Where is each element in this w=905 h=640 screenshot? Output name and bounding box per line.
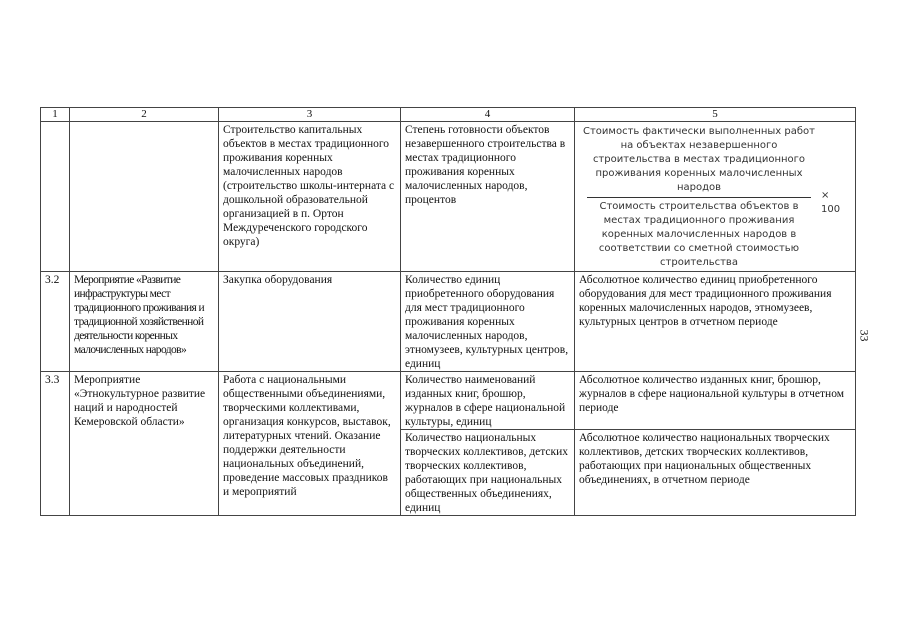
indicator-cell: Степень готовности объектов незавершенного строительства в местах традиционного проживания коренных малочисленных народов, процентов — [401, 122, 575, 272]
row-number: 3.2 — [41, 272, 70, 372]
formula-multiplier: × 100 — [821, 190, 841, 215]
row-number: 3.3 — [41, 372, 70, 516]
table-row — [41, 272, 856, 372]
header-cell-4: 4 — [401, 108, 575, 122]
table-row — [41, 122, 856, 272]
indicator-table — [40, 107, 856, 516]
formula-fraction — [583, 125, 815, 270]
header-cell-1: 1 — [41, 108, 70, 122]
header-cell-5: 5 — [575, 108, 856, 122]
indicator-cell: Количество единиц приобретенного оборудования для мест традиционного проживания коренных малочисленных народов, этномузеев, культурных центров, единиц — [401, 272, 575, 372]
header-row — [41, 108, 856, 122]
page-number: 33 — [857, 329, 872, 342]
row-number — [41, 122, 70, 272]
formula-numerator: Стоимость фактически выполненных работ на объектах незавершенного строительства в местах традиционного проживания коренных малочисленных народов — [583, 126, 815, 193]
formula-denominator: Стоимость строительства объектов в местах традиционного проживания коренных малочисленных народов в соответствии со сметной стоимостью строительства — [598, 201, 800, 268]
table-row — [41, 372, 856, 430]
activity-cell: Мероприятие «Развитие инфраструктуры мест традиционного проживания и традиционной хозяйственной деятельности коренных малочисленных народов» — [70, 272, 219, 372]
indicator-cell: Количество наименований изданных книг, брошюр, журналов в сфере национальной культуры, единиц — [401, 372, 575, 430]
work-description-cell: Закупка оборудования — [219, 272, 401, 372]
header-cell-3: 3 — [219, 108, 401, 122]
work-description-cell: Строительство капитальных объектов в местах традиционного проживания коренных малочисленных народов (строительство школы-интерната с дошкольной образовательной организацией в п. Ортон Междуреченского городского округа) — [219, 122, 401, 272]
activity-cell — [70, 122, 219, 272]
calculation-cell: Абсолютное количество изданных книг, брошюр, журналов в сфере национальной культуры в отчетном периоде — [575, 372, 856, 430]
work-description-cell: Работа с национальными общественными объединениями, творческими коллективами, организация конкурсов, выставок, литературных чтений. Оказание поддержки деятельности национальных объединений, проведение массовых праздников и мероприятий — [219, 372, 401, 516]
indicator-cell: Количество национальных творческих коллективов, детских творческих коллективов, работающих при национальных общественных объединениях, единиц — [401, 430, 575, 516]
header-cell-2: 2 — [70, 108, 219, 122]
activity-cell: Мероприятие «Этнокультурное развитие наций и народностей Кемеровской области» — [70, 372, 219, 516]
fraction-line — [587, 197, 811, 198]
calculation-cell: Абсолютное количество единиц приобретенного оборудования для мест традиционного проживания коренных малочисленных народов, этномузеев, культурных центров в отчетном периоде — [575, 272, 856, 372]
formula-cell — [575, 122, 856, 272]
calculation-cell: Абсолютное количество национальных творческих коллективов, детских творческих коллективов, работающих при национальных общественных объединениях, в отчетном периоде — [575, 430, 856, 516]
